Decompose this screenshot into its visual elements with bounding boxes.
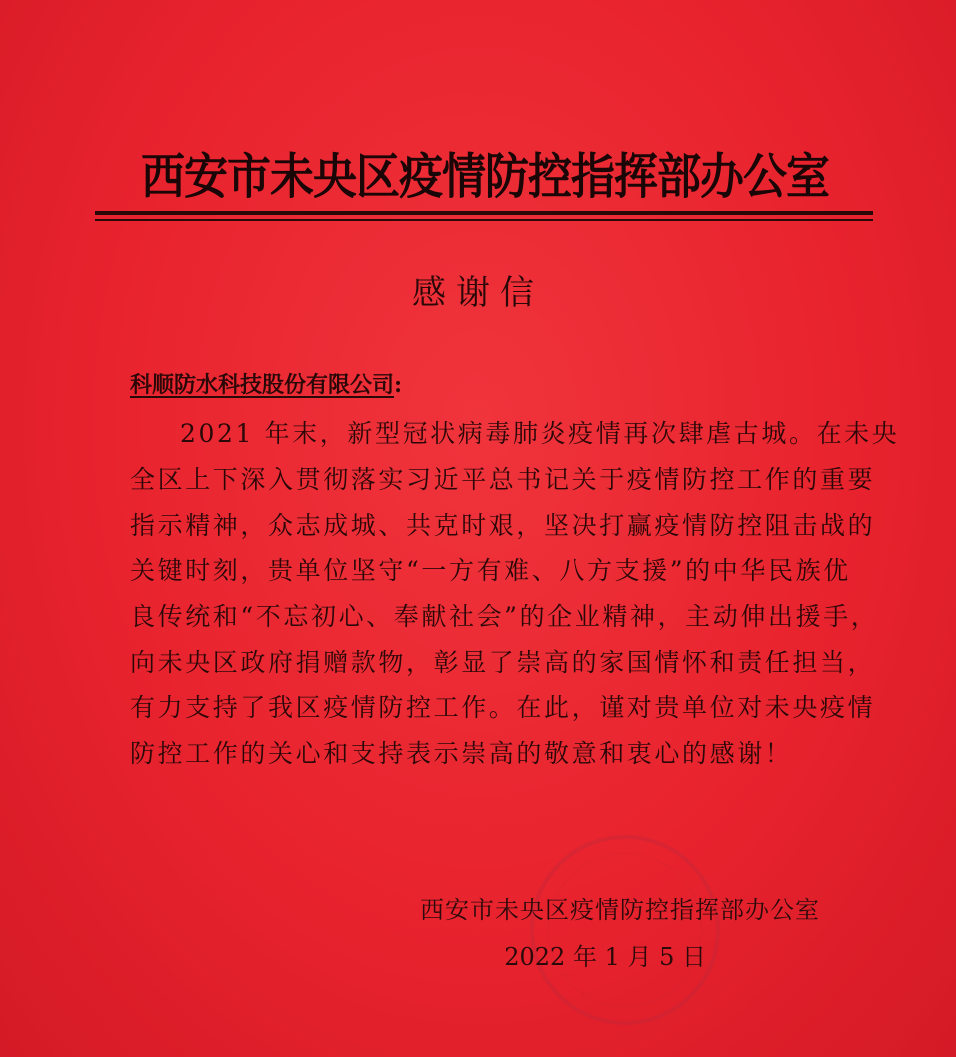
body-line: 良传统和“不忘初心、奉献社会”的企业精神，主动伸出援手， <box>130 602 879 631</box>
salutation-colon: : <box>394 372 403 398</box>
letter-date: 2022 年 1 月 5 日 <box>504 943 706 971</box>
letter-title: 感谢信 <box>412 273 544 313</box>
letterhead-title: 西安市未央区疫情防控指挥部办公室 <box>141 148 829 205</box>
recipient-name: 科顺防水科技股份有限公司 <box>130 372 395 398</box>
body-line: 指示精神，众志成城、共克时艰，坚决打赢疫情防控阻击战的 <box>130 511 876 540</box>
body-line: 关键时刻，贵单位坚守“一方有难、八方支援”的中华民族优 <box>130 556 851 585</box>
body-line: 向未央区政府捐赠款物，彰显了崇高的家国情怀和责任担当， <box>130 648 876 677</box>
body-line: 防控工作的关心和支持表示崇高的敬意和衷心的感谢！ <box>130 739 793 768</box>
salutation <box>130 368 402 399</box>
signature: 西安市未央区疫情防控指挥部办公室 <box>420 896 820 924</box>
body-line: 全区上下深入贯彻落实习近平总书记关于疫情防控工作的重要 <box>130 465 876 494</box>
body-line: 有力支持了我区疫情防控工作。在此，谨对贵单位对未央疫情 <box>130 693 876 722</box>
official-seal <box>530 835 720 1025</box>
body-line: 2021 年末，新型冠状病毒肺炎疫情再次肆虐古城。在未央 <box>180 419 900 448</box>
letterhead-rule-thick <box>95 211 873 215</box>
letterhead-rule-thin <box>95 219 873 221</box>
